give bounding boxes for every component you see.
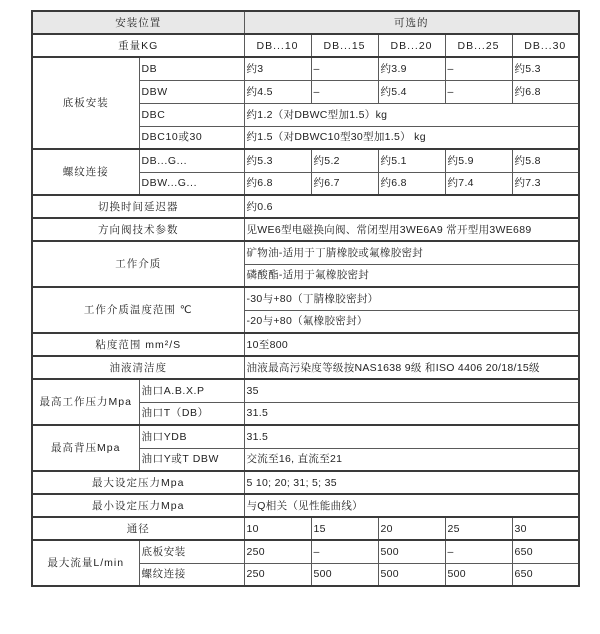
value-cell: 约1.2（对DBWC型加1.5）kg [244,103,579,126]
value-cell: 25 [445,517,512,540]
table-row [32,149,579,172]
value-cell: 10 [244,517,311,540]
row-sublabel: 螺纹连接 [139,563,244,586]
table-row [32,356,579,379]
table-row [32,287,579,310]
column-header-db15: DB...15 [311,34,378,57]
value-cell: 约7.4 [445,172,512,195]
value-cell: 约5.3 [244,149,311,172]
row-sublabel: DBW [139,80,244,103]
row-sublabel: 油口T（DB） [139,402,244,425]
value-cell: 约1.5（对DBWC10型30型加1.5） kg [244,126,579,149]
table-row [32,333,579,356]
value-cell: 约5.9 [445,149,512,172]
row-label-directional-valve-params: 方向阀技术参数 [32,218,244,241]
header-install-position: 安装位置 [32,11,244,34]
row-label-medium-temp-range: 工作介质温度范围 ℃ [32,287,244,333]
row-sublabel: DBC [139,103,244,126]
value-cell: 见WE6型电磁换向阀、常闭型用3WE6A9 常开型用3WE689 [244,218,579,241]
value-cell: 500 [378,540,445,563]
row-label-min-setting-pressure: 最小设定压力Mpa [32,494,244,517]
value-cell: 250 [244,540,311,563]
value-cell: 500 [311,563,378,586]
value-cell: 35 [244,379,579,402]
value-cell: 约6.7 [311,172,378,195]
value-cell: 500 [445,563,512,586]
row-label-nominal-size: 通径 [32,517,244,540]
value-cell: 交流至16, 直流至21 [244,448,579,471]
value-cell: 与Q相关（见性能曲线） [244,494,579,517]
spec-table [31,10,580,587]
value-cell: 约5.1 [378,149,445,172]
column-header-db25: DB...25 [445,34,512,57]
group-label-max-working-pressure: 最高工作压力Mpa [32,379,139,425]
value-cell: 约0.6 [244,195,579,218]
value-cell: 15 [311,517,378,540]
column-header-db10: DB...10 [244,34,311,57]
value-cell: 约7.3 [512,172,579,195]
value-cell: – [445,540,512,563]
value-cell: – [311,540,378,563]
value-cell: 650 [512,540,579,563]
spec-table-body [32,11,579,586]
table-row [32,195,579,218]
value-cell: 约4.5 [244,80,311,103]
row-label-max-setting-pressure: 最大设定压力Mpa [32,471,244,494]
table-row [32,517,579,540]
value-cell: 250 [244,563,311,586]
group-label-max-flow: 最大流量L/min [32,540,139,586]
value-cell: 500 [378,563,445,586]
value-cell: 约3 [244,57,311,80]
table-row [32,379,579,402]
value-cell: 30 [512,517,579,540]
value-cell: 矿物油-适用于丁腈橡胶或氟橡胶密封 [244,241,579,264]
table-row [32,241,579,264]
table-row [32,34,579,57]
value-cell: 约6.8 [378,172,445,195]
table-row [32,540,579,563]
value-cell: 10至800 [244,333,579,356]
row-sublabel: DB [139,57,244,80]
value-cell: 约6.8 [244,172,311,195]
value-cell: – [311,57,378,80]
table-row [32,425,579,448]
value-cell: 约5.2 [311,149,378,172]
row-label-weight: 重量KG [32,34,244,57]
row-label-working-medium: 工作介质 [32,241,244,287]
row-sublabel: DBW...G... [139,172,244,195]
table-row [32,494,579,517]
row-label-viscosity-range: 粘度范围 mm²/S [32,333,244,356]
value-cell: 约5.4 [378,80,445,103]
value-cell: 磷酸酯-适用于氟橡胶密封 [244,264,579,287]
group-label-max-back-pressure: 最高背压Mpa [32,425,139,471]
value-cell: -30与+80（丁腈橡胶密封） [244,287,579,310]
value-cell: 约5.8 [512,149,579,172]
value-cell: 约3.9 [378,57,445,80]
row-sublabel: DBC10或30 [139,126,244,149]
row-label-oil-cleanliness: 油液清洁度 [32,356,244,379]
header-optional: 可选的 [244,11,579,34]
row-sublabel: DB...G... [139,149,244,172]
column-header-db20: DB...20 [378,34,445,57]
value-cell: – [445,80,512,103]
value-cell: 31.5 [244,402,579,425]
row-sublabel: 底板安装 [139,540,244,563]
row-sublabel: 油口Y或T DBW [139,448,244,471]
value-cell: 油液最高污染度等级按NAS1638 9级 和ISO 4406 20/18/15级 [244,356,579,379]
column-header-db30: DB...30 [512,34,579,57]
group-label-subplate-mounting: 底板安装 [32,57,139,149]
table-row [32,57,579,80]
value-cell: 约5.3 [512,57,579,80]
spec-table-container [31,10,580,587]
value-cell: 20 [378,517,445,540]
row-sublabel: 油口YDB [139,425,244,448]
value-cell: 约6.8 [512,80,579,103]
table-row [32,218,579,241]
value-cell: 5 10; 20; 31; 5; 35 [244,471,579,494]
row-label-switching-time-delay: 切换时间延迟器 [32,195,244,218]
table-row [32,471,579,494]
group-label-threaded-connection: 螺纹连接 [32,149,139,195]
value-cell: – [311,80,378,103]
value-cell: 650 [512,563,579,586]
value-cell: -20与+80（氟橡胶密封） [244,310,579,333]
value-cell: 31.5 [244,425,579,448]
row-sublabel: 油口A.B.X.P [139,379,244,402]
table-row [32,11,579,34]
value-cell: – [445,57,512,80]
